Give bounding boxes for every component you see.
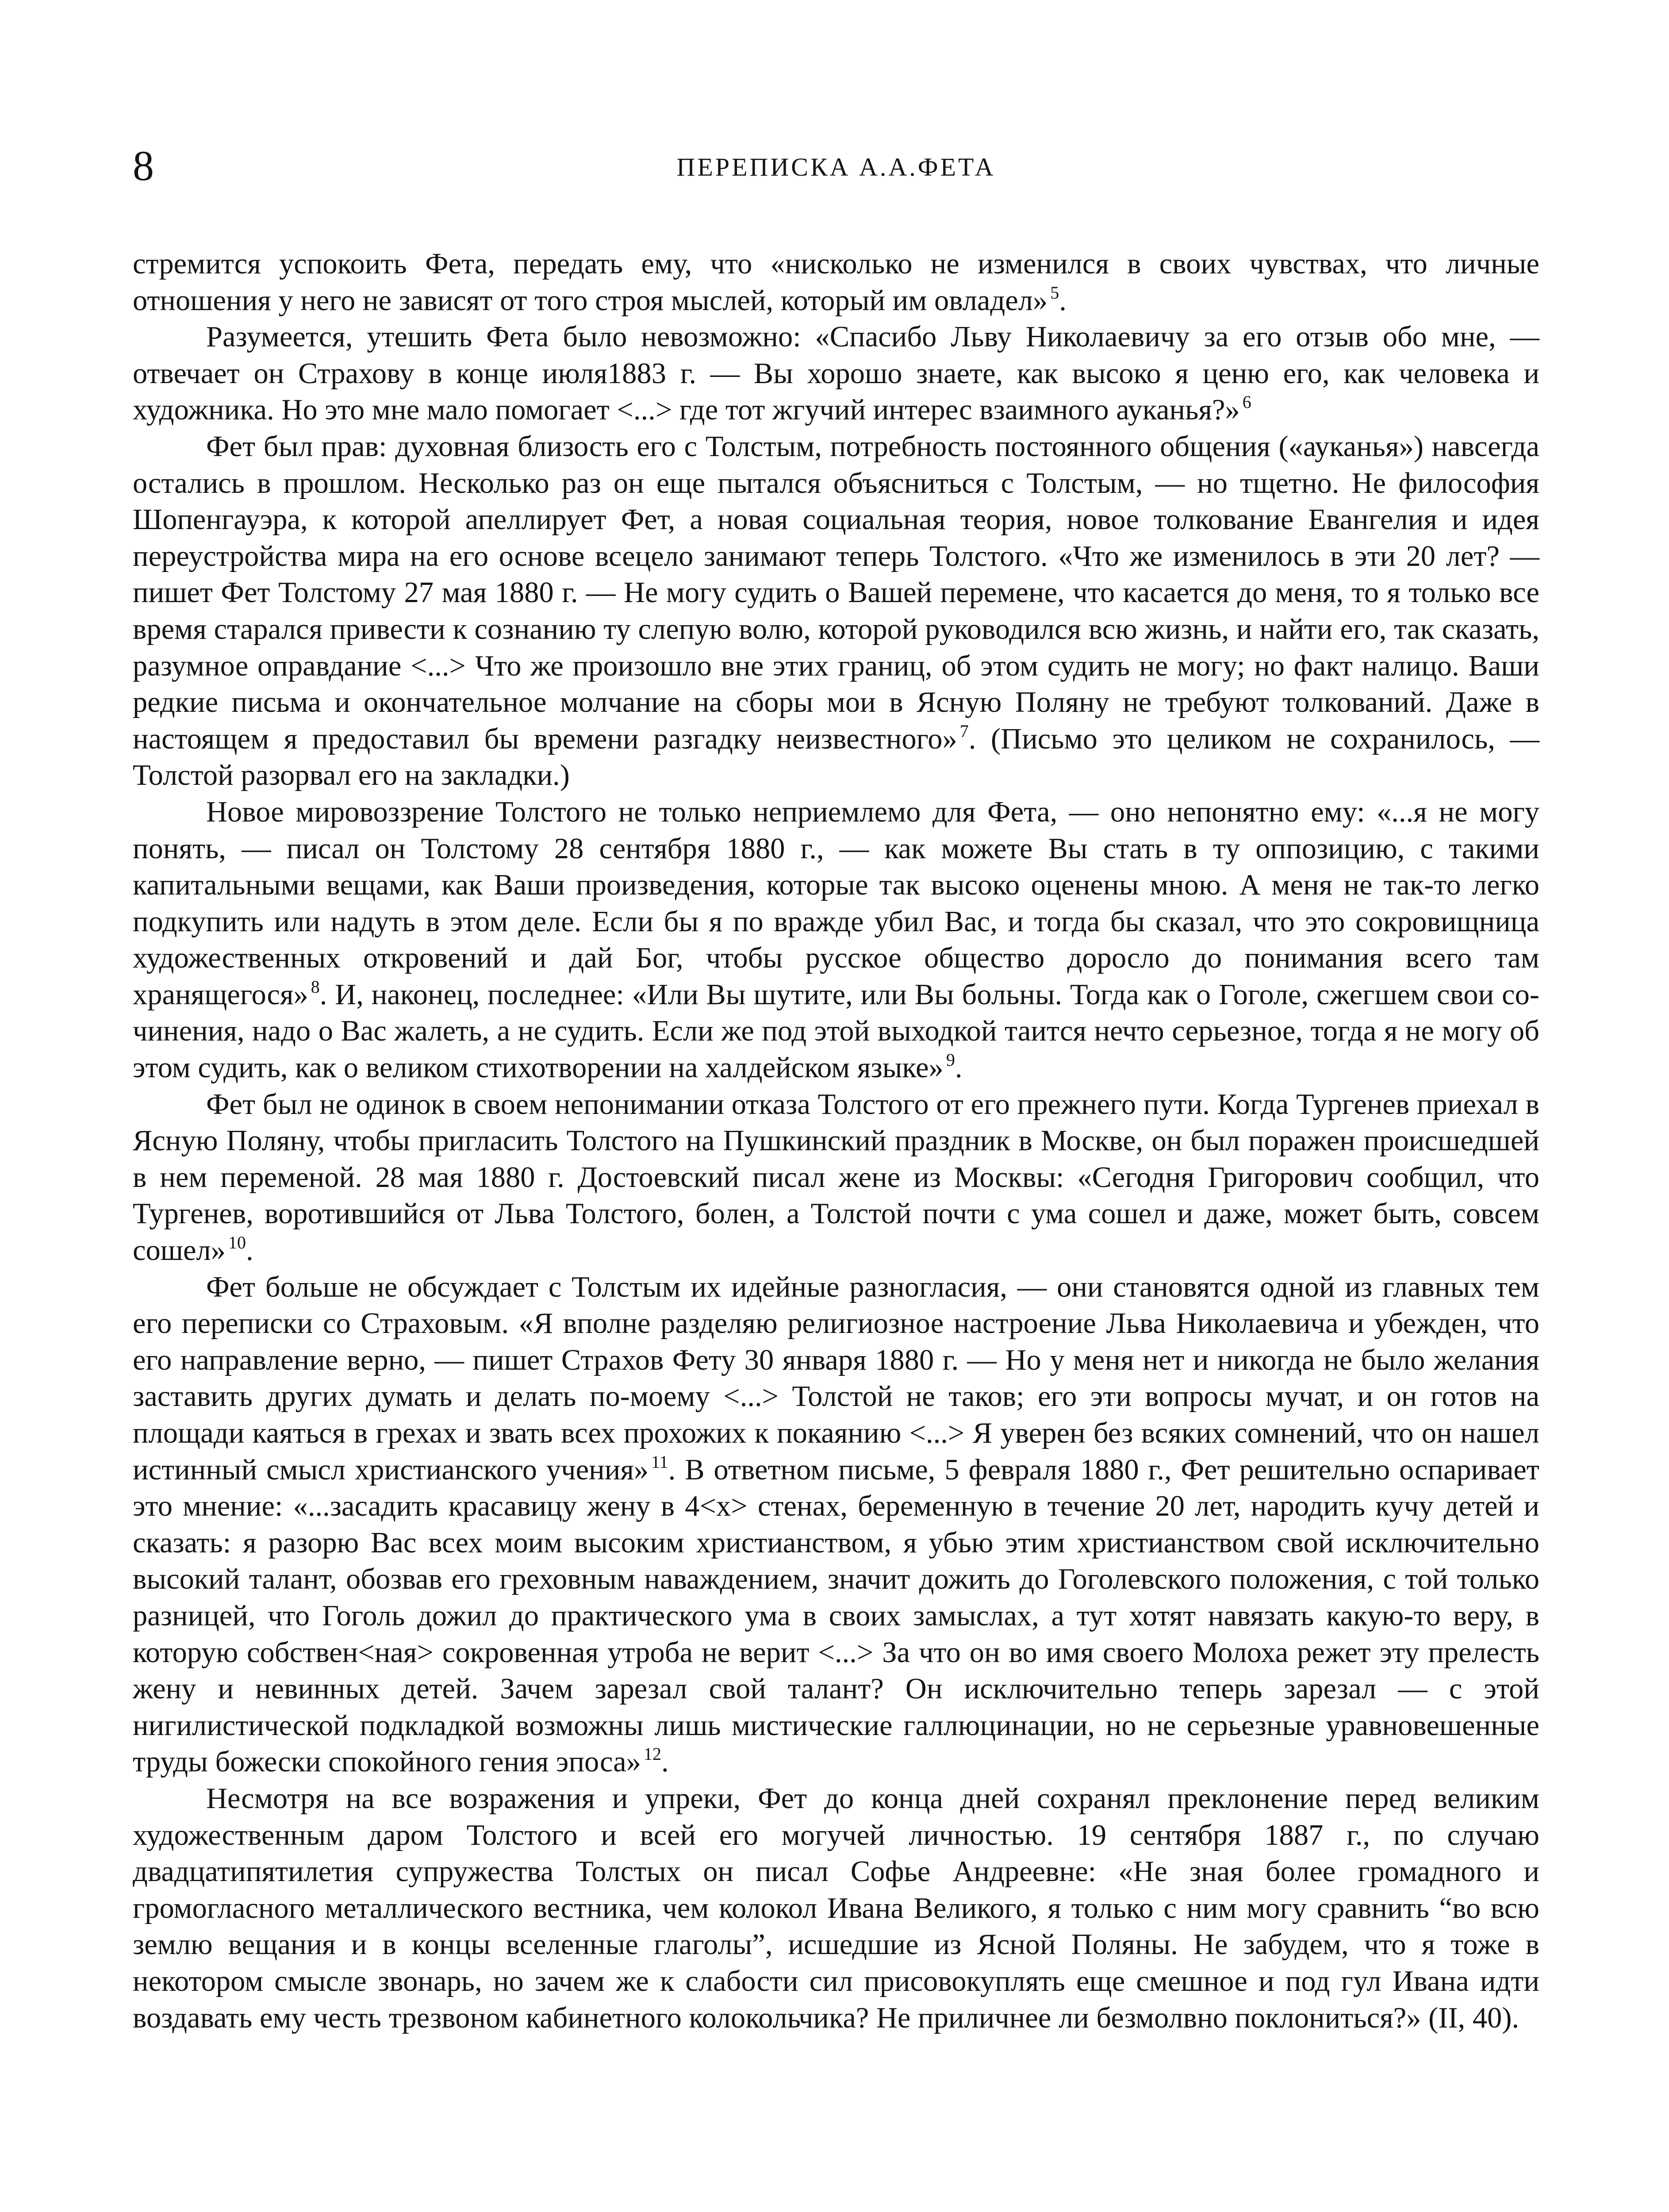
- paragraph-text: Разумеется, утешить Фета было невозможно: «Спасибо Льву Николаевичу за его отзыв обо мне, — отвечает он Страхову в конце июля1883 г. — Вы хорошо знаете, как высоко я ценю его, как человека и художника. Но это мне мало помогает <...> где тот жгучий интерес взаимного ауканья?»: [133, 321, 1539, 426]
- paragraph-text: . В ответном письме, 5 февраля 1880 г., Фет решительно оспаривает это мнение: «...засадить красавицу жену в 4<х> стенах, беременную в течение 20 лет, народить кучу детей и сказать: я разорю Вас всех моим высоким христианством, я убью этим христианством свой исключительно высокий талант, обозвав его греховным наваждением, значит дожить до Гоголевского положения, с той только разницей, что Гоголь дожил до практического ума в своих замыслах, а тут хотят навязать какую-то веру, в которую собствен<ная> сокровенная утроба не верит <...> За что он во имя своего Молоха режет эту прелесть жену и невинных детей. Зачем зарезал свой талант? Он исключительно теперь зарезал — с этой нигилистической подкладкой возможны лишь мистические галлюцинации, но не серьезные уравновешенные труды божески спокойного гения эпоса»: [133, 1453, 1539, 1778]
- page-number: 8: [133, 142, 154, 189]
- paragraph-text: . И, наконец, последнее: «Или Вы шутите, или Вы больны. Тогда как о Гоголе, сжегшем свои сочинения, надо о Вас жалеть, а не судить. Если же под этой выходкой таится нечто серьезное, тогда я не могу об этом судить, как о великом стихотворении на халдейском языке»: [133, 978, 1539, 1084]
- paragraph: [133, 429, 1539, 794]
- paragraph: [133, 1087, 1539, 1269]
- paragraph: [133, 794, 1539, 1087]
- footnote-ref: 6: [1242, 392, 1251, 412]
- running-head: [133, 142, 1539, 195]
- paragraph: [133, 319, 1539, 429]
- paragraph-text: .: [246, 1234, 253, 1267]
- paragraph-text: Фет был не одинок в своем непонимании отказа Толстого от его прежнего пути. Когда Тургенев приехал в Ясную Поляну, чтобы пригласить Толстого на Пушкинский праздник в Москве, он был поражен происшедшей в нем переменой. 28 мая 1880 г. Достоевский писал жене из Москвы: «Сегодня Григорович сообщил, что Тургенев, воротившийся от Льва Толстого, болен, а Толстой почти с ума сошел и даже, может быть, совсем сошел»: [133, 1088, 1539, 1267]
- paragraph-text: .: [955, 1052, 963, 1084]
- paragraph: [133, 1269, 1539, 1781]
- body-text: [133, 246, 1539, 2036]
- paragraph-text: Фет больше не обсуждает с Толстым их идейные разногласия, — они становятся одной из главных тем его переписки со Страховым. «Я вполне разделяю религиозное настроение Льва Николаевича и убежден, что его направление верно, — пишет Страхов Фету 30 января 1880 г. — Но у меня нет и никогда не было желания заставить других думать и делать по-моему <...> Толстой не таков; его эти вопросы мучат, и он готов на площади каяться в грехах и звать всех прохожих к покаянию <...> Я уверен без всяких сомнений, что он нашел истинный смысл христианского учения»: [133, 1271, 1539, 1486]
- footnote-ref: 8: [311, 976, 320, 997]
- footnote-ref: 7: [959, 721, 969, 741]
- paragraph-text: Новое мировоззрение Толстого не только неприемлемо для Фета, — оно непонятно ему: «...я не могу понять, — писал он Толстому 28 сентября 1880 г., — как можете Вы стать в ту оппозицию, с такими капитальными вещами, как Ваши произведения, которые так высоко оценены мною. А меня не так-то легко подкупить или надуть в этом деле. Если бы я по вражде убил Вас, и тогда бы сказал, что это сокровищница художественных откровений и дай Бог, чтобы русское общество доросло до понимания всего там хранящегося»: [133, 795, 1539, 1011]
- footnote-ref: 12: [644, 1744, 662, 1764]
- footnote-ref: 5: [1050, 282, 1059, 303]
- paragraph-text: Фет был прав: духовная близость его с Толстым, потребность постоянного общения («ауканья») навсегда остались в прошлом. Несколько раз он еще пытался объясниться с Толстым, — но тщетно. Не философия Шопенгауэра, к которой апеллирует Фет, а новая социальная теория, новое толкование Евангелия и идея переустройства мира на его основе всецело занимают теперь Толстого. «Что же изменилось в эти 20 лет? — пишет Фет Толстому 27 мая 1880 г. — Не могу судить о Вашей перемене, что касается до меня, то я только все время старался привести к сознанию ту слепую волю, которой руководился всю жизнь, и найти его, так сказать, разумное оправдание <...> Что же произошло вне этих границ, об этом судить не могу; но факт налицо. Ваши редкие письма и окончательное молчание на сборы мои в Ясную Поляну не требуют толкований. Даже в настоящем я предоставил бы времени разгадку неизвестного»: [133, 430, 1539, 755]
- paragraph: [133, 246, 1539, 319]
- footnote-ref: 10: [228, 1233, 246, 1253]
- paragraph-text: .: [661, 1746, 669, 1778]
- paragraph-text: стремится успокоить Фета, передать ему, что «нисколько не изменился в своих чувствах, что личные отношения у него не зависят от того строя мыслей, который им овладел»: [133, 248, 1539, 317]
- footnote-ref: 11: [651, 1452, 668, 1472]
- paragraph-text: . (Письмо это целиком не сохранилось, — Толстой разорвал его на закладки.): [133, 722, 1539, 792]
- paragraph-text: Несмотря на все возражения и упреки, Фет до конца дней сохранял преклонение перед великим художественным даром Толстого и всей его могучей личностью. 19 сентября 1887 г., по случаю двадцатипятилетия супружества Толстых он писал Софье Андреевне: «Не зная более громадного и громогласного металлического вестника, чем колокол Ивана Великого, я только с ним могу сравнить “во всю землю вещания и в концы вселенные глаголы”, исшедшие из Ясной Поляны. Не забудем, что я тоже в некотором смысле звонарь, но зачем же к слабости сил присовокуплять еще смешное и под гул Ивана идти воздавать ему честь трезвоном кабинетного колокольчика? Не приличнее ли безмолвно поклониться?» (II, 40).: [133, 1782, 1539, 2034]
- running-title: ПЕРЕПИСКА А.А.ФЕТА: [676, 153, 996, 181]
- footnote-ref: 9: [946, 1050, 955, 1070]
- paragraph-text: .: [1059, 284, 1067, 317]
- paragraph: [133, 1781, 1539, 2036]
